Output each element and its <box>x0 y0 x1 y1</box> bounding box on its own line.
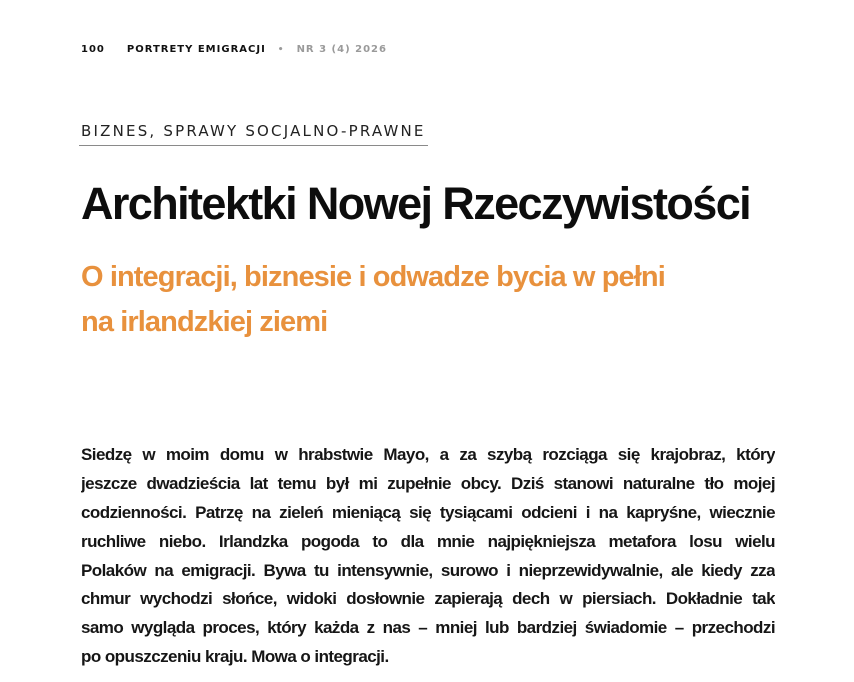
body-line: Siedzę w moim domu w hrabstwie Mayo, a za szybą rozciąga się krajobraz, który <box>81 445 775 464</box>
subtitle-line: O integracji, biznesie i odwadze bycia w pełni <box>81 261 665 293</box>
body-line: codzienności. Patrzę na zieleń mieniącą się tysiącami odcieni i na kapryśne, wiecznie <box>81 502 775 522</box>
subtitle-line: na irlandzkiej ziemi <box>81 306 328 338</box>
article-body <box>81 441 775 672</box>
body-line: ruchliwe niebo. Irlandzka pogoda to dla mnie najpiękniejsza metafora losu wielu <box>81 531 775 551</box>
body-line: po opuszczeniu kraju. Mowa o integracji. <box>81 647 389 667</box>
article-title: Architektki Nowej Rzeczywistości <box>81 178 751 229</box>
body-line: Polaków na emigracji. Bywa tu intensywnie, surowo i nieprzewidywalnie, ale kiedy zza <box>81 560 775 580</box>
body-line: chmur wychodzi słońce, widoki dosłownie zapierają dech w piersiach. Dokładnie tak <box>81 589 775 609</box>
body-line: jeszcze dwadzieścia lat temu był mi zupełnie obcy. Dziś stanowi naturalne tło mojej <box>81 473 775 493</box>
running-head <box>81 44 387 55</box>
article-subtitle <box>81 255 741 345</box>
issue-number: NR 3 (4) 2026 <box>296 44 387 55</box>
section-label: BIZNES, SPRAWY SOCJALNO-PRAWNE <box>79 122 428 146</box>
body-line: samo wygląda proces, który każda z nas – mniej lub bardziej świadomie – przechodzi <box>81 618 775 638</box>
page-number: 100 <box>81 44 105 55</box>
separator-dot: • <box>277 44 285 55</box>
magazine-title: PORTRETY EMIGRACJI <box>126 44 266 55</box>
